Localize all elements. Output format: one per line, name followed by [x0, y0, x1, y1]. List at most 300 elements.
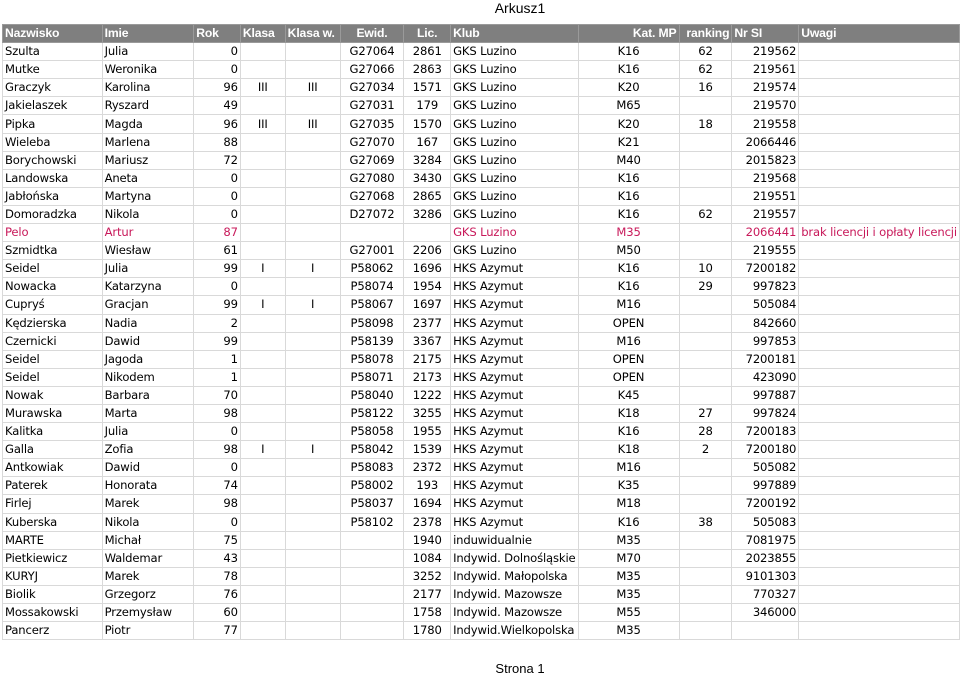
cell-klub[interactable]: GKS Luzino — [451, 79, 578, 97]
cell-klasa-w[interactable] — [285, 61, 340, 79]
cell-nazwisko[interactable]: Pipka — [3, 115, 103, 133]
cell-klasa[interactable] — [240, 278, 285, 296]
cell-klasa-w[interactable] — [285, 332, 340, 350]
cell-uwagi[interactable] — [799, 477, 960, 495]
cell-uwagi[interactable] — [799, 260, 960, 278]
cell-lic[interactable]: 1571 — [404, 79, 451, 97]
cell-ranking[interactable] — [679, 386, 732, 404]
cell-kat[interactable]: M18 — [578, 495, 679, 513]
cell-rok[interactable]: 75 — [194, 531, 241, 549]
cell-klasa[interactable] — [240, 151, 285, 169]
cell-kat[interactable]: K35 — [578, 477, 679, 495]
cell-imie[interactable]: Nikodem — [102, 368, 194, 386]
cell-rok[interactable]: 70 — [194, 386, 241, 404]
cell-uwagi[interactable] — [799, 151, 960, 169]
cell-klasa[interactable] — [240, 314, 285, 332]
cell-nazwisko[interactable]: Murawska — [3, 404, 103, 422]
cell-ranking[interactable] — [679, 187, 732, 205]
cell-ranking[interactable]: 29 — [679, 278, 732, 296]
cell-klasa[interactable] — [240, 368, 285, 386]
cell-klub[interactable]: GKS Luzino — [451, 169, 578, 187]
cell-klasa[interactable] — [240, 61, 285, 79]
cell-kat[interactable]: M55 — [578, 604, 679, 622]
cell-rok[interactable]: 76 — [194, 585, 241, 603]
cell-imie[interactable]: Przemysław — [102, 604, 194, 622]
cell-klasa[interactable] — [240, 567, 285, 585]
cell-nazwisko[interactable]: Szulta — [3, 43, 103, 61]
cell-nazwisko[interactable]: Seidel — [3, 260, 103, 278]
cell-nr-si[interactable]: 997823 — [732, 278, 799, 296]
cell-klub[interactable]: HKS Azymut — [451, 441, 578, 459]
cell-nazwisko[interactable]: Czernicki — [3, 332, 103, 350]
cell-uwagi[interactable] — [799, 567, 960, 585]
cell-lic[interactable]: 1697 — [404, 296, 451, 314]
cell-klasa-w[interactable] — [285, 133, 340, 151]
cell-imie[interactable]: Dawid — [102, 332, 194, 350]
cell-imie[interactable]: Michał — [102, 531, 194, 549]
cell-rok[interactable]: 88 — [194, 133, 241, 151]
cell-rok[interactable]: 0 — [194, 513, 241, 531]
cell-klasa-w[interactable] — [285, 278, 340, 296]
cell-kat[interactable]: M35 — [578, 585, 679, 603]
cell-ewid[interactable] — [340, 567, 404, 585]
cell-ranking[interactable]: 18 — [679, 115, 732, 133]
cell-kat[interactable]: K16 — [578, 278, 679, 296]
cell-klasa-w[interactable] — [285, 622, 340, 640]
cell-ranking[interactable]: 10 — [679, 260, 732, 278]
cell-kat[interactable]: K16 — [578, 423, 679, 441]
cell-rok[interactable]: 96 — [194, 79, 241, 97]
cell-klub[interactable]: Indywid. Mazowsze — [451, 585, 578, 603]
cell-klasa[interactable] — [240, 531, 285, 549]
cell-klub[interactable]: GKS Luzino — [451, 115, 578, 133]
cell-imie[interactable]: Nikola — [102, 513, 194, 531]
cell-ewid[interactable]: P58071 — [340, 368, 404, 386]
cell-klub[interactable]: induwidualnie — [451, 531, 578, 549]
cell-klasa[interactable]: I — [240, 441, 285, 459]
cell-rok[interactable]: 72 — [194, 151, 241, 169]
cell-imie[interactable]: Ryszard — [102, 97, 194, 115]
cell-ewid[interactable]: P58058 — [340, 423, 404, 441]
cell-lic[interactable]: 2175 — [404, 350, 451, 368]
cell-uwagi[interactable] — [799, 169, 960, 187]
cell-klasa[interactable] — [240, 604, 285, 622]
cell-lic[interactable]: 2377 — [404, 314, 451, 332]
cell-ewid[interactable]: P58139 — [340, 332, 404, 350]
cell-uwagi[interactable] — [799, 205, 960, 223]
cell-ewid[interactable]: G27034 — [340, 79, 404, 97]
cell-nazwisko[interactable]: Paterek — [3, 477, 103, 495]
cell-nr-si[interactable]: 219568 — [732, 169, 799, 187]
cell-imie[interactable]: Marta — [102, 404, 194, 422]
cell-kat[interactable]: K16 — [578, 187, 679, 205]
cell-klasa-w[interactable]: I — [285, 441, 340, 459]
cell-klub[interactable]: HKS Azymut — [451, 423, 578, 441]
cell-klub[interactable]: Indywid.Wielkopolska — [451, 622, 578, 640]
cell-klasa-w[interactable] — [285, 604, 340, 622]
cell-nr-si[interactable]: 219562 — [732, 43, 799, 61]
cell-kat[interactable]: M40 — [578, 151, 679, 169]
cell-rok[interactable]: 43 — [194, 549, 241, 567]
cell-klub[interactable]: Indywid. Małopolska — [451, 567, 578, 585]
cell-imie[interactable]: Magda — [102, 115, 194, 133]
cell-imie[interactable]: Marlena — [102, 133, 194, 151]
cell-klasa-w[interactable] — [285, 513, 340, 531]
cell-klub[interactable]: GKS Luzino — [451, 133, 578, 151]
cell-klasa[interactable]: III — [240, 115, 285, 133]
cell-nazwisko[interactable]: KURYJ — [3, 567, 103, 585]
cell-ewid[interactable]: G27001 — [340, 242, 404, 260]
cell-ranking[interactable]: 2 — [679, 441, 732, 459]
cell-klub[interactable]: GKS Luzino — [451, 224, 578, 242]
cell-nr-si[interactable]: 997853 — [732, 332, 799, 350]
cell-klasa[interactable] — [240, 242, 285, 260]
cell-nr-si[interactable]: 219557 — [732, 205, 799, 223]
cell-klasa[interactable]: I — [240, 260, 285, 278]
cell-lic[interactable]: 1780 — [404, 622, 451, 640]
cell-ewid[interactable]: P58074 — [340, 278, 404, 296]
cell-rok[interactable]: 98 — [194, 404, 241, 422]
cell-lic[interactable]: 3367 — [404, 332, 451, 350]
cell-nr-si[interactable]: 9101303 — [732, 567, 799, 585]
cell-nr-si[interactable]: 7081975 — [732, 531, 799, 549]
cell-lic[interactable]: 3430 — [404, 169, 451, 187]
cell-klasa[interactable] — [240, 386, 285, 404]
cell-rok[interactable]: 1 — [194, 368, 241, 386]
cell-kat[interactable]: M35 — [578, 622, 679, 640]
cell-imie[interactable]: Katarzyna — [102, 278, 194, 296]
cell-lic[interactable]: 1539 — [404, 441, 451, 459]
cell-lic[interactable]: 2863 — [404, 61, 451, 79]
cell-klasa[interactable] — [240, 513, 285, 531]
cell-nr-si[interactable]: 505084 — [732, 296, 799, 314]
cell-nr-si[interactable] — [732, 622, 799, 640]
cell-uwagi[interactable] — [799, 115, 960, 133]
cell-nr-si[interactable]: 7200192 — [732, 495, 799, 513]
cell-ewid[interactable]: G27031 — [340, 97, 404, 115]
cell-imie[interactable]: Weronika — [102, 61, 194, 79]
cell-ewid[interactable]: G27066 — [340, 61, 404, 79]
cell-nazwisko[interactable]: Domoradzka — [3, 205, 103, 223]
cell-lic[interactable]: 167 — [404, 133, 451, 151]
cell-lic[interactable]: 2206 — [404, 242, 451, 260]
cell-ewid[interactable] — [340, 604, 404, 622]
cell-klasa-w[interactable] — [285, 368, 340, 386]
cell-kat[interactable]: M35 — [578, 567, 679, 585]
cell-lic[interactable]: 2865 — [404, 187, 451, 205]
cell-lic[interactable]: 1694 — [404, 495, 451, 513]
cell-imie[interactable]: Julia — [102, 43, 194, 61]
cell-ewid[interactable] — [340, 622, 404, 640]
cell-klasa-w[interactable] — [285, 404, 340, 422]
cell-klub[interactable]: GKS Luzino — [451, 61, 578, 79]
cell-lic[interactable]: 1084 — [404, 549, 451, 567]
cell-kat[interactable]: OPEN — [578, 368, 679, 386]
cell-ranking[interactable] — [679, 151, 732, 169]
cell-imie[interactable]: Karolina — [102, 79, 194, 97]
cell-lic[interactable]: 2173 — [404, 368, 451, 386]
cell-imie[interactable]: Jagoda — [102, 350, 194, 368]
cell-ewid[interactable]: P58037 — [340, 495, 404, 513]
cell-kat[interactable]: M70 — [578, 549, 679, 567]
cell-kat[interactable]: M50 — [578, 242, 679, 260]
cell-ewid[interactable]: P58102 — [340, 513, 404, 531]
cell-uwagi[interactable] — [799, 133, 960, 151]
cell-nazwisko[interactable]: Mutke — [3, 61, 103, 79]
cell-imie[interactable]: Waldemar — [102, 549, 194, 567]
cell-nr-si[interactable]: 219551 — [732, 187, 799, 205]
cell-imie[interactable]: Julia — [102, 260, 194, 278]
cell-ranking[interactable] — [679, 604, 732, 622]
cell-uwagi[interactable]: brak licencji i opłaty licencji — [799, 224, 960, 242]
cell-imie[interactable]: Dawid — [102, 459, 194, 477]
cell-kat[interactable]: K16 — [578, 513, 679, 531]
cell-imie[interactable]: Honorata — [102, 477, 194, 495]
cell-rok[interactable]: 0 — [194, 187, 241, 205]
cell-lic[interactable]: 3284 — [404, 151, 451, 169]
cell-imie[interactable]: Piotr — [102, 622, 194, 640]
cell-nazwisko[interactable]: Jabłońska — [3, 187, 103, 205]
col-header-lic[interactable]: Lic. — [404, 25, 451, 43]
cell-rok[interactable]: 0 — [194, 169, 241, 187]
cell-lic[interactable]: 2861 — [404, 43, 451, 61]
cell-nr-si[interactable]: 2066446 — [732, 133, 799, 151]
cell-ewid[interactable] — [340, 585, 404, 603]
cell-ranking[interactable] — [679, 368, 732, 386]
cell-klub[interactable]: Indywid. Mazowsze — [451, 604, 578, 622]
cell-ewid[interactable]: P58042 — [340, 441, 404, 459]
col-header-kat[interactable]: Kat. MP — [578, 25, 679, 43]
cell-klasa-w[interactable] — [285, 97, 340, 115]
cell-ewid[interactable]: G27080 — [340, 169, 404, 187]
cell-klasa-w[interactable]: III — [285, 79, 340, 97]
cell-klasa-w[interactable] — [285, 224, 340, 242]
cell-imie[interactable]: Julia — [102, 423, 194, 441]
cell-imie[interactable]: Nikola — [102, 205, 194, 223]
cell-lic[interactable]: 1758 — [404, 604, 451, 622]
cell-klub[interactable]: GKS Luzino — [451, 151, 578, 169]
cell-nazwisko[interactable]: Landowska — [3, 169, 103, 187]
cell-ranking[interactable] — [679, 495, 732, 513]
cell-ewid[interactable]: G27070 — [340, 133, 404, 151]
cell-uwagi[interactable] — [799, 43, 960, 61]
cell-klasa-w[interactable]: I — [285, 260, 340, 278]
cell-klub[interactable]: HKS Azymut — [451, 459, 578, 477]
cell-klasa-w[interactable] — [285, 549, 340, 567]
cell-uwagi[interactable] — [799, 296, 960, 314]
cell-ewid[interactable]: P58002 — [340, 477, 404, 495]
cell-rok[interactable]: 77 — [194, 622, 241, 640]
cell-nr-si[interactable]: 842660 — [732, 314, 799, 332]
cell-nr-si[interactable]: 2066441 — [732, 224, 799, 242]
cell-ewid[interactable]: P58083 — [340, 459, 404, 477]
cell-kat[interactable]: M35 — [578, 531, 679, 549]
cell-klasa-w[interactable] — [285, 531, 340, 549]
cell-lic[interactable]: 3286 — [404, 205, 451, 223]
cell-imie[interactable]: Marek — [102, 495, 194, 513]
cell-ranking[interactable] — [679, 332, 732, 350]
cell-rok[interactable]: 0 — [194, 61, 241, 79]
cell-kat[interactable]: K18 — [578, 404, 679, 422]
cell-rok[interactable]: 99 — [194, 332, 241, 350]
cell-rok[interactable]: 1 — [194, 350, 241, 368]
cell-klub[interactable]: HKS Azymut — [451, 495, 578, 513]
cell-nazwisko[interactable]: Biolik — [3, 585, 103, 603]
cell-kat[interactable]: K45 — [578, 386, 679, 404]
cell-ranking[interactable] — [679, 169, 732, 187]
cell-uwagi[interactable] — [799, 423, 960, 441]
cell-kat[interactable]: K16 — [578, 260, 679, 278]
cell-klasa-w[interactable] — [285, 386, 340, 404]
cell-imie[interactable]: Barbara — [102, 386, 194, 404]
cell-ranking[interactable] — [679, 296, 732, 314]
cell-ranking[interactable] — [679, 97, 732, 115]
cell-ranking[interactable] — [679, 477, 732, 495]
cell-uwagi[interactable] — [799, 441, 960, 459]
cell-ranking[interactable]: 62 — [679, 43, 732, 61]
cell-klasa[interactable] — [240, 133, 285, 151]
cell-lic[interactable]: 1940 — [404, 531, 451, 549]
cell-rok[interactable]: 0 — [194, 459, 241, 477]
cell-nr-si[interactable]: 2023855 — [732, 549, 799, 567]
cell-klub[interactable]: GKS Luzino — [451, 205, 578, 223]
cell-nazwisko[interactable]: Szmidtka — [3, 242, 103, 260]
cell-lic[interactable]: 2177 — [404, 585, 451, 603]
cell-nr-si[interactable]: 219555 — [732, 242, 799, 260]
cell-klasa[interactable] — [240, 495, 285, 513]
cell-kat[interactable]: M35 — [578, 224, 679, 242]
cell-klub[interactable]: HKS Azymut — [451, 368, 578, 386]
cell-imie[interactable]: Grzegorz — [102, 585, 194, 603]
cell-nr-si[interactable]: 423090 — [732, 368, 799, 386]
cell-klasa-w[interactable] — [285, 151, 340, 169]
cell-ewid[interactable]: P58078 — [340, 350, 404, 368]
cell-klasa-w[interactable] — [285, 477, 340, 495]
cell-nr-si[interactable]: 505082 — [732, 459, 799, 477]
cell-uwagi[interactable] — [799, 97, 960, 115]
cell-lic[interactable]: 193 — [404, 477, 451, 495]
cell-klasa-w[interactable] — [285, 495, 340, 513]
cell-uwagi[interactable] — [799, 278, 960, 296]
cell-uwagi[interactable] — [799, 531, 960, 549]
cell-rok[interactable]: 60 — [194, 604, 241, 622]
cell-klasa-w[interactable] — [285, 423, 340, 441]
cell-kat[interactable]: M65 — [578, 97, 679, 115]
cell-ranking[interactable] — [679, 585, 732, 603]
cell-klub[interactable]: GKS Luzino — [451, 187, 578, 205]
cell-ewid[interactable] — [340, 549, 404, 567]
cell-ranking[interactable] — [679, 133, 732, 151]
cell-klub[interactable]: HKS Azymut — [451, 513, 578, 531]
cell-ewid[interactable] — [340, 531, 404, 549]
cell-uwagi[interactable] — [799, 61, 960, 79]
cell-klasa-w[interactable]: III — [285, 115, 340, 133]
cell-kat[interactable]: K16 — [578, 43, 679, 61]
cell-ewid[interactable]: G27064 — [340, 43, 404, 61]
cell-klasa[interactable] — [240, 549, 285, 567]
cell-lic[interactable] — [404, 224, 451, 242]
cell-ewid[interactable]: G27068 — [340, 187, 404, 205]
cell-nazwisko[interactable]: Pelo — [3, 224, 103, 242]
cell-lic[interactable]: 2378 — [404, 513, 451, 531]
cell-klasa[interactable] — [240, 332, 285, 350]
cell-imie[interactable]: Gracjan — [102, 296, 194, 314]
cell-nazwisko[interactable]: Seidel — [3, 368, 103, 386]
cell-uwagi[interactable] — [799, 549, 960, 567]
cell-uwagi[interactable] — [799, 187, 960, 205]
cell-nr-si[interactable]: 2015823 — [732, 151, 799, 169]
cell-kat[interactable]: M16 — [578, 459, 679, 477]
cell-rok[interactable]: 0 — [194, 278, 241, 296]
cell-klasa[interactable] — [240, 477, 285, 495]
cell-uwagi[interactable] — [799, 386, 960, 404]
cell-nr-si[interactable]: 770327 — [732, 585, 799, 603]
cell-klasa[interactable] — [240, 97, 285, 115]
cell-kat[interactable]: K18 — [578, 441, 679, 459]
cell-rok[interactable]: 96 — [194, 115, 241, 133]
cell-klub[interactable]: HKS Azymut — [451, 332, 578, 350]
col-header-ranking[interactable]: ranking — [679, 25, 732, 43]
cell-lic[interactable]: 1696 — [404, 260, 451, 278]
col-header-klasa-w[interactable]: Klasa w. — [285, 25, 340, 43]
cell-uwagi[interactable] — [799, 314, 960, 332]
cell-ranking[interactable] — [679, 567, 732, 585]
cell-lic[interactable]: 1955 — [404, 423, 451, 441]
cell-nazwisko[interactable]: Graczyk — [3, 79, 103, 97]
cell-imie[interactable]: Zofia — [102, 441, 194, 459]
cell-nazwisko[interactable]: Kuberska — [3, 513, 103, 531]
cell-klasa-w[interactable] — [285, 585, 340, 603]
cell-lic[interactable]: 1570 — [404, 115, 451, 133]
cell-lic[interactable]: 1222 — [404, 386, 451, 404]
cell-uwagi[interactable] — [799, 404, 960, 422]
cell-nazwisko[interactable]: Kędzierska — [3, 314, 103, 332]
cell-ewid[interactable] — [340, 224, 404, 242]
cell-lic[interactable]: 1954 — [404, 278, 451, 296]
cell-nazwisko[interactable]: Nowak — [3, 386, 103, 404]
cell-klasa[interactable] — [240, 459, 285, 477]
cell-lic[interactable]: 179 — [404, 97, 451, 115]
cell-klub[interactable]: HKS Azymut — [451, 386, 578, 404]
cell-uwagi[interactable] — [799, 622, 960, 640]
col-header-rok[interactable]: Rok — [194, 25, 241, 43]
cell-imie[interactable]: Marek — [102, 567, 194, 585]
col-header-klasa[interactable]: Klasa — [240, 25, 285, 43]
cell-ewid[interactable]: D27072 — [340, 205, 404, 223]
cell-nazwisko[interactable]: MARTE — [3, 531, 103, 549]
cell-nr-si[interactable]: 997824 — [732, 404, 799, 422]
cell-klub[interactable]: HKS Azymut — [451, 477, 578, 495]
cell-klasa-w[interactable] — [285, 314, 340, 332]
cell-nazwisko[interactable]: Pietkiewicz — [3, 549, 103, 567]
cell-kat[interactable]: K21 — [578, 133, 679, 151]
cell-lic[interactable]: 3252 — [404, 567, 451, 585]
cell-ranking[interactable] — [679, 224, 732, 242]
cell-klasa-w[interactable] — [285, 567, 340, 585]
cell-rok[interactable]: 99 — [194, 260, 241, 278]
cell-klasa-w[interactable] — [285, 187, 340, 205]
cell-ewid[interactable]: P58067 — [340, 296, 404, 314]
cell-rok[interactable]: 0 — [194, 43, 241, 61]
cell-klasa-w[interactable] — [285, 459, 340, 477]
cell-uwagi[interactable] — [799, 604, 960, 622]
col-header-nazwisko[interactable]: Nazwisko — [3, 25, 103, 43]
cell-nr-si[interactable]: 7200183 — [732, 423, 799, 441]
cell-ranking[interactable]: 62 — [679, 205, 732, 223]
cell-rok[interactable]: 49 — [194, 97, 241, 115]
cell-uwagi[interactable] — [799, 585, 960, 603]
cell-klasa[interactable]: I — [240, 296, 285, 314]
